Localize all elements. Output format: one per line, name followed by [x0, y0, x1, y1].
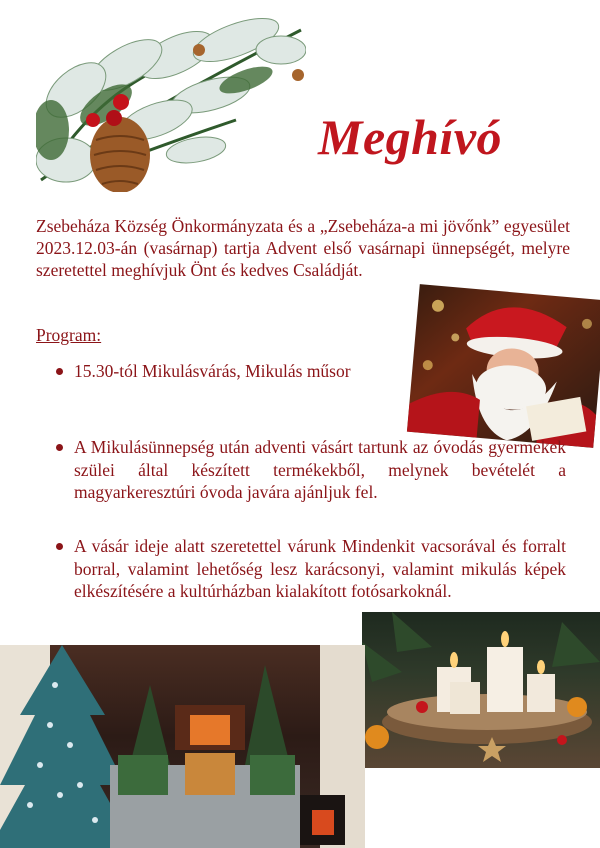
program-item — [56, 360, 416, 383]
bullet-icon — [56, 368, 63, 375]
bullet-icon — [56, 444, 63, 451]
advent-candles-photo — [362, 612, 600, 768]
christmas-living-room-photo — [0, 645, 365, 848]
invitation-title: Meghívó — [318, 109, 503, 165]
program-heading: Program: — [36, 325, 102, 345]
program-item-text: 15.30-tól Mikulásvárás, Mikulás műsor — [74, 361, 351, 381]
program-item-text: A vásár ideje alatt szeretettel várunk Mindenkit vacsorával és forralt borral, valamint lehetőség lesz karácsonyi, valamint mikulás képek elkészítésére a kultúrházban kialakított fotósarkoknál. — [74, 536, 566, 601]
santa-photo — [407, 284, 600, 448]
program-item — [56, 535, 566, 603]
bullet-icon — [56, 543, 63, 550]
program-item — [56, 436, 566, 504]
program-item-text: A Mikulásünnepség után adventi vásárt tartunk az óvodás gyermekek szülei által készített termékekből, melynek bevételét a magyarkeresztúri óvoda javára ajánljuk fel. — [74, 437, 566, 502]
intro-paragraph: Zsebeháza Község Önkormányzata és a „Zsebeháza-a mi jövőnk” egyesület 2023.12.03-án (vasárnap) tartja Advent első vasárnapi ünnepségét, melyre szeretettel meghívjuk Önt és kedves Családját. — [36, 216, 570, 280]
pine-branch-image — [36, 10, 306, 192]
